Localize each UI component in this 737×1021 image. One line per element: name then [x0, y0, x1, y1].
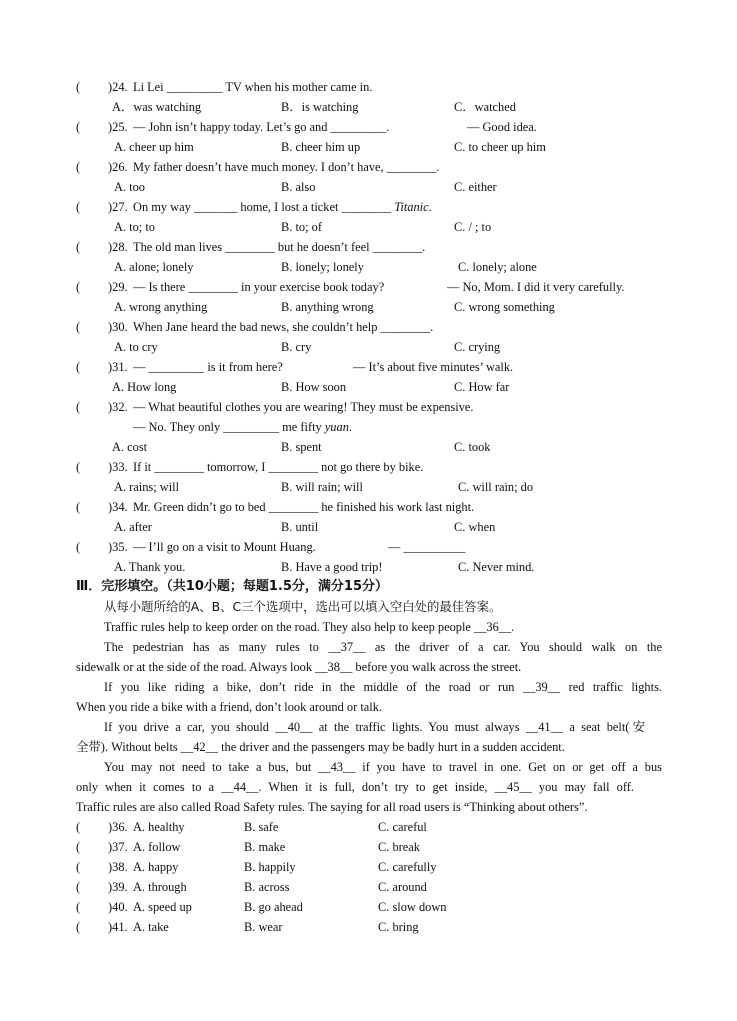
option-b: B. make — [244, 840, 286, 854]
option-a: A. follow — [133, 840, 181, 854]
option-a: A. through — [133, 880, 187, 894]
passage-line: You may not need to take a bus, but __43__ if you have to travel in one. Get on or get off a bus — [104, 760, 662, 774]
option-c: C. lonely; alone — [458, 260, 537, 274]
passage-line: If you drive a car, you should __40__ at the traffic lights. You must always __41__ a seat belt(安 — [104, 720, 645, 734]
option-c: C. slow down — [378, 900, 447, 914]
answer-paren: ( — [76, 80, 81, 94]
question-stem: Mr. Green didn’t go to bed ________ he finished his work last night. — [133, 500, 475, 514]
option-c: C. Never mind. — [458, 560, 535, 574]
question-stem: My father doesn’t have much money. I don’t have, ________. — [133, 160, 440, 174]
option-b: B. Have a good trip! — [281, 560, 383, 574]
option-c: C. break — [378, 840, 420, 854]
options-27 — [0, 217, 737, 237]
passage-line: only when it comes to a __44__. When it is full, don’t try to get inside, __45__ you may fall off. — [76, 780, 634, 794]
option-a: A. cost — [112, 440, 148, 454]
passage-line: Traffic rules help to keep order on the road. They also help to keep people __36__. — [104, 620, 515, 634]
question-stem: If it ________ tomorrow, I ________ not go there by bike. — [133, 460, 424, 474]
question-stem: The old man lives ________ but he doesn’t feel ________. — [133, 240, 426, 254]
question-stem: — I’ll go on a visit to Mount Huang. — [133, 540, 316, 554]
option-a: A. too — [114, 180, 145, 194]
question-32-line2 — [0, 417, 737, 437]
question-stem: — John isn’t happy today. Let’s go and _________. — [133, 120, 390, 134]
option-b: B. across — [244, 880, 290, 894]
passage-line: 全带). Without belts __42__ the driver and the passengers may be badly hurt in a sudden accident. — [76, 740, 565, 754]
question-28: ( )28. The old man lives ________ but he doesn’t feel ________. — [0, 237, 737, 257]
option-c: C. wrong something — [454, 300, 555, 314]
film-title: Titanic — [394, 200, 429, 214]
option-c: C. crying — [454, 340, 501, 354]
question-24 — [0, 77, 737, 97]
option-c: C. either — [454, 180, 497, 194]
cloze-question-41: ( )41. A. take B. wear C. bring — [0, 917, 737, 937]
option-a: A. rains; will — [114, 480, 180, 494]
option-c: C. will rain; do — [458, 480, 534, 494]
options-28 — [0, 257, 737, 277]
options-34 — [0, 517, 737, 537]
option-a: A. Thank you. — [114, 560, 186, 574]
option-b: B. anything wrong — [281, 300, 374, 314]
option-a: A. happy — [133, 860, 179, 874]
question-29: ( )29. — Is there ________ in your exercise book today? — No, Mom. I did it very carefully. — [0, 277, 737, 297]
option-b: B. lonely; lonely — [281, 260, 364, 274]
option-c: C. to cheer up him — [454, 140, 546, 154]
cloze-question-37: ( )37. A. follow B. make C. break — [0, 837, 737, 857]
question-35: ( )35. — I’ll go on a visit to Mount Huang. — __________ — [0, 537, 737, 557]
option-c: C. carefully — [378, 860, 437, 874]
option-b: B. go ahead — [244, 900, 303, 914]
option-a: A. speed up — [133, 900, 192, 914]
option-a: A. healthy — [133, 820, 185, 834]
option-c: C. How far — [454, 380, 510, 394]
question-reply: — It’s about five minutes’ walk. — [353, 360, 514, 374]
option-c: C. took — [454, 440, 491, 454]
option-b: B. cry — [281, 340, 312, 354]
question-stem: — Is there ________ in your exercise book today? — [133, 280, 385, 294]
options-25 — [0, 137, 737, 157]
cloze-question-36: ( )36. A. healthy B. safe C. careful — [0, 817, 737, 837]
option-b: B. safe — [244, 820, 279, 834]
option-a: A. take — [133, 920, 169, 934]
question-stem: — What beautiful clothes you are wearing! They must be expensive. — [133, 400, 474, 414]
question-26: ( )26. My father doesn’t have much money. I don’t have, ________. — [0, 157, 737, 177]
option-a: A. alone; lonely — [114, 260, 194, 274]
cloze-question-38: ( )38. A. happy B. happily C. carefully — [0, 857, 737, 877]
options-33 — [0, 477, 737, 497]
option-c: C. bring — [378, 920, 419, 934]
option-b: B. also — [281, 180, 316, 194]
question-stem: — _________ is it from here? — [133, 360, 283, 374]
option-a: A. How long — [112, 380, 177, 394]
option-a: A．was watching — [112, 100, 202, 114]
question-reply: — No, Mom. I did it very carefully. — [447, 280, 625, 294]
option-a: A. cheer up him — [114, 140, 194, 154]
options-31 — [0, 377, 737, 397]
option-c: C. when — [454, 520, 496, 534]
passage-line: When you ride a bike with a friend, don’t look around or talk. — [76, 700, 383, 714]
question-33: ( )33. If it ________ tomorrow, I ________ not go there by bike. — [0, 457, 737, 477]
options-26 — [0, 177, 737, 197]
currency-word: yuan — [324, 420, 349, 434]
option-b: B. How soon — [281, 380, 347, 394]
options-35 — [0, 557, 737, 577]
question-stem: On my way _______ home, I lost a ticket ________ Titanic. — [133, 200, 432, 214]
options-32 — [0, 437, 737, 457]
option-b: B. will rain; will — [281, 480, 363, 494]
question-30: ( )30. When Jane heard the bad news, she couldn’t help ________. — [0, 317, 737, 337]
option-a: A. to cry — [114, 340, 158, 354]
options-29 — [0, 297, 737, 317]
cloze-question-39: ( )39. A. through B. across C. around — [0, 877, 737, 897]
option-a: A. to; to — [114, 220, 155, 234]
question-31: ( )31. — _________ is it from here? — It’s about five minutes’ walk. — [0, 357, 737, 377]
option-b: B. to; of — [281, 220, 322, 234]
options-30 — [0, 337, 737, 357]
option-a: A. wrong anything — [114, 300, 208, 314]
question-reply: — Good idea. — [467, 120, 537, 134]
cloze-question-40: ( )40. A. speed up B. go ahead C. slow down — [0, 897, 737, 917]
question-reply: — No. They only _________ me fifty yuan. — [133, 420, 353, 434]
option-b: B. happily — [244, 860, 296, 874]
option-b: B. wear — [244, 920, 283, 934]
question-stem: When Jane heard the bad news, she couldn’t help ________. — [133, 320, 434, 334]
passage-line: Traffic rules are also called Road Safety rules. The saying for all road users is “Thinking about others”. — [76, 800, 588, 814]
passage-line: If you like riding a bike, don’t ride in the middle of the road or run __39__ red traffic lights. — [104, 680, 662, 694]
option-c: C. around — [378, 880, 427, 894]
question-32: ( )32. — What beautiful clothes you are wearing! They must be expensive. — [0, 397, 737, 417]
option-c: C．watched — [454, 100, 516, 114]
question-25: ( )25. — John isn’t happy today. Let’s go and _________. — Good idea. — [0, 117, 737, 137]
section-instruction: 从每小题所给的A、B、C三个选项中，选出可以填入空白处的最佳答案。 — [104, 599, 502, 614]
question-34: ( )34. Mr. Green didn’t go to bed ________ he finished his work last night. — [0, 497, 737, 517]
option-c: C. / ; to — [454, 220, 492, 234]
section-heading: Ⅲ．完形填空。（共10小题；每题1.5分，满分15分） — [76, 579, 389, 594]
option-c: C. careful — [378, 820, 427, 834]
option-b: B. cheer him up — [281, 140, 361, 154]
option-a: A. after — [114, 520, 152, 534]
question-stem: Li Lei _________ TV when his mother came in. — [133, 80, 373, 94]
option-b: B. until — [281, 520, 319, 534]
question-reply: — __________ — [388, 540, 466, 554]
question-27: ( )27. On my way _______ home, I lost a ticket ________ Titanic. — [0, 197, 737, 217]
passage-line: The pedestrian has as many rules to __37__ as the driver of a car. You should walk on the — [104, 640, 662, 654]
option-b: B. spent — [281, 440, 322, 454]
question-number: )24. — [108, 80, 128, 94]
passage-line: sidewalk or at the side of the road. Always look __38__ before you walk across the street. — [76, 660, 522, 674]
options-24 — [0, 97, 737, 117]
option-b: B．is watching — [281, 100, 359, 114]
